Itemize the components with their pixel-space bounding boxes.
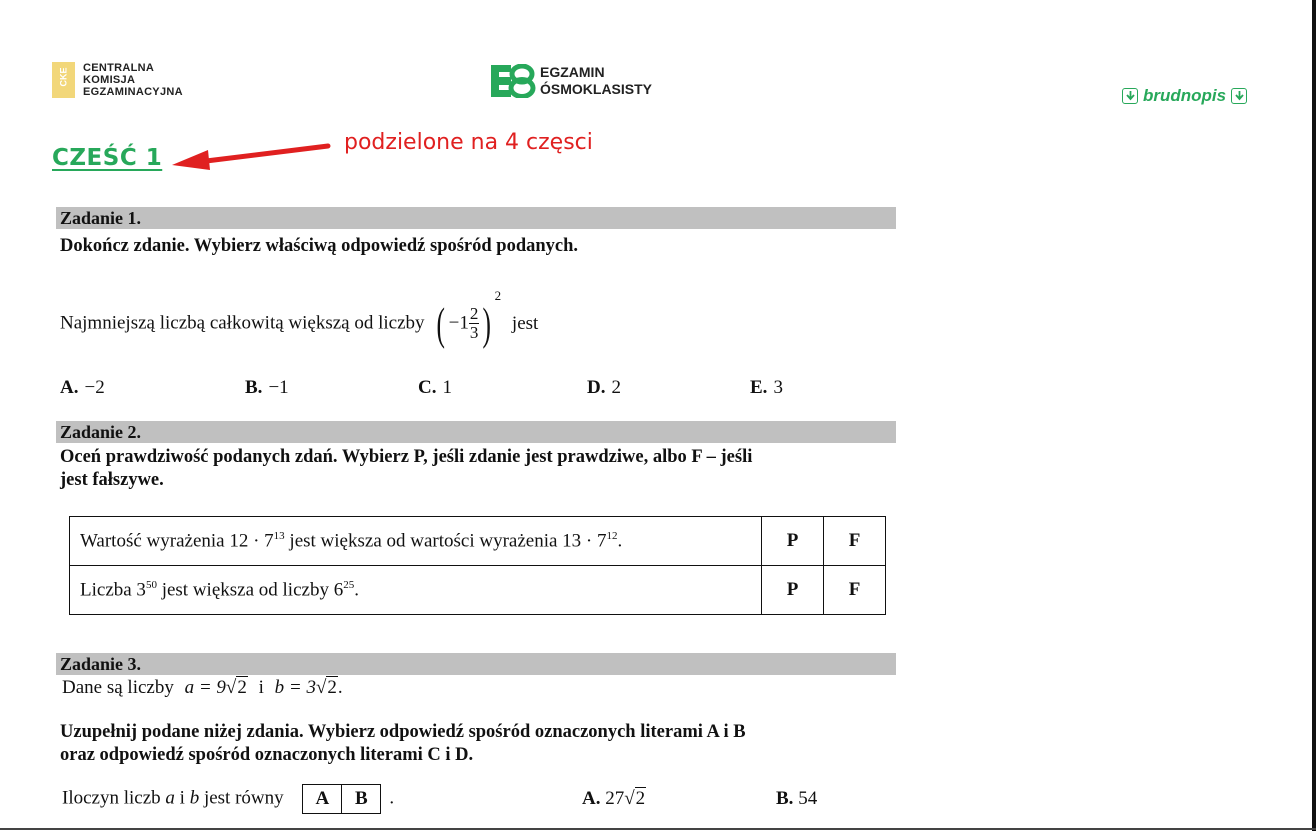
task2-statement-2: Liczba $3^{50}$ jest większa od liczby $6^{25}$. <box>70 566 762 615</box>
task3-sentence: Iloczyn liczb a i b jest równy A B . <box>62 784 394 814</box>
download-icon <box>1122 88 1138 104</box>
task2-statement-1: Wartość wyrażenia $12 \cdot 7^{13}$ jest większa od wartości wyrażenia $13 \cdot 7^{12}$. <box>70 517 762 566</box>
cke-logo-text: CENTRALNA KOMISJA EGZAMINACYJNA <box>83 62 183 98</box>
table-row <box>70 566 886 615</box>
part-title[interactable]: CZEŚĆ 1 <box>52 145 163 171</box>
task3-ab-choice[interactable] <box>302 784 381 814</box>
choice-b[interactable]: B <box>341 785 380 813</box>
brudnopis-label: brudnopis <box>1143 86 1227 105</box>
brudnopis-link[interactable] <box>1122 86 1247 106</box>
task3-option-a[interactable]: A. 27√2 <box>582 788 646 809</box>
task2-table <box>69 516 886 615</box>
task1-option-a[interactable]: A. −2 <box>60 377 105 398</box>
annotation-arrow <box>170 138 335 178</box>
choice-a[interactable]: A <box>315 788 330 809</box>
task3-header: Zadanie 3. <box>56 653 896 675</box>
task3-instruction: Uzupełnij podane niżej zdania. Wybierz odpowiedź spośród oznaczonych literami A i B oraz odpowiedź spośród oznaczonych literami C i D. <box>60 722 746 765</box>
task1-instruction: Dokończ zdanie. Wybierz właściwą odpowiedź spośród podanych. <box>60 236 579 256</box>
task1-option-c[interactable]: C. 1 <box>418 377 452 398</box>
task3-given: Dane są liczby a = 9√2 i b = 3√2. <box>62 677 343 698</box>
answer-p-2[interactable]: P <box>762 566 824 615</box>
task2-header: Zadanie 2. <box>56 421 896 443</box>
task1-question: Najmniejszą liczbą całkowitą większą od liczby ( −1 $\frac{2}{3}$ )$^2$ jest <box>60 288 539 350</box>
download-icon <box>1231 88 1247 104</box>
cke-logo-mark: CKE <box>52 62 75 98</box>
annotation-text: podzielone na 4 częsci <box>344 130 593 155</box>
answer-p-1[interactable]: P <box>762 517 824 566</box>
answer-f-1[interactable]: F <box>824 517 886 566</box>
page-bottom-border <box>0 828 1316 830</box>
e8-logo-mark <box>490 64 536 98</box>
e8-logo <box>490 64 652 98</box>
task1-option-b[interactable]: B. −1 <box>245 377 289 398</box>
e8-logo-text: EGZAMIN ÓSMOKLASISTY <box>540 64 653 97</box>
task1-option-e[interactable]: E. 3 <box>750 377 783 398</box>
cke-logo <box>52 62 183 98</box>
task1-header: Zadanie 1. <box>56 207 896 229</box>
table-row <box>70 517 886 566</box>
task3-option-b[interactable]: B. 54 <box>776 788 818 809</box>
task2-instruction: Oceń prawdziwość podanych zdań. Wybierz P, jeśli zdanie jest prawdziwe, albo F – jeśli jest fałszywe. <box>60 447 753 490</box>
window-edge <box>1312 0 1316 831</box>
task1-option-d[interactable]: D. 2 <box>587 377 621 398</box>
answer-f-2[interactable]: F <box>824 566 886 615</box>
